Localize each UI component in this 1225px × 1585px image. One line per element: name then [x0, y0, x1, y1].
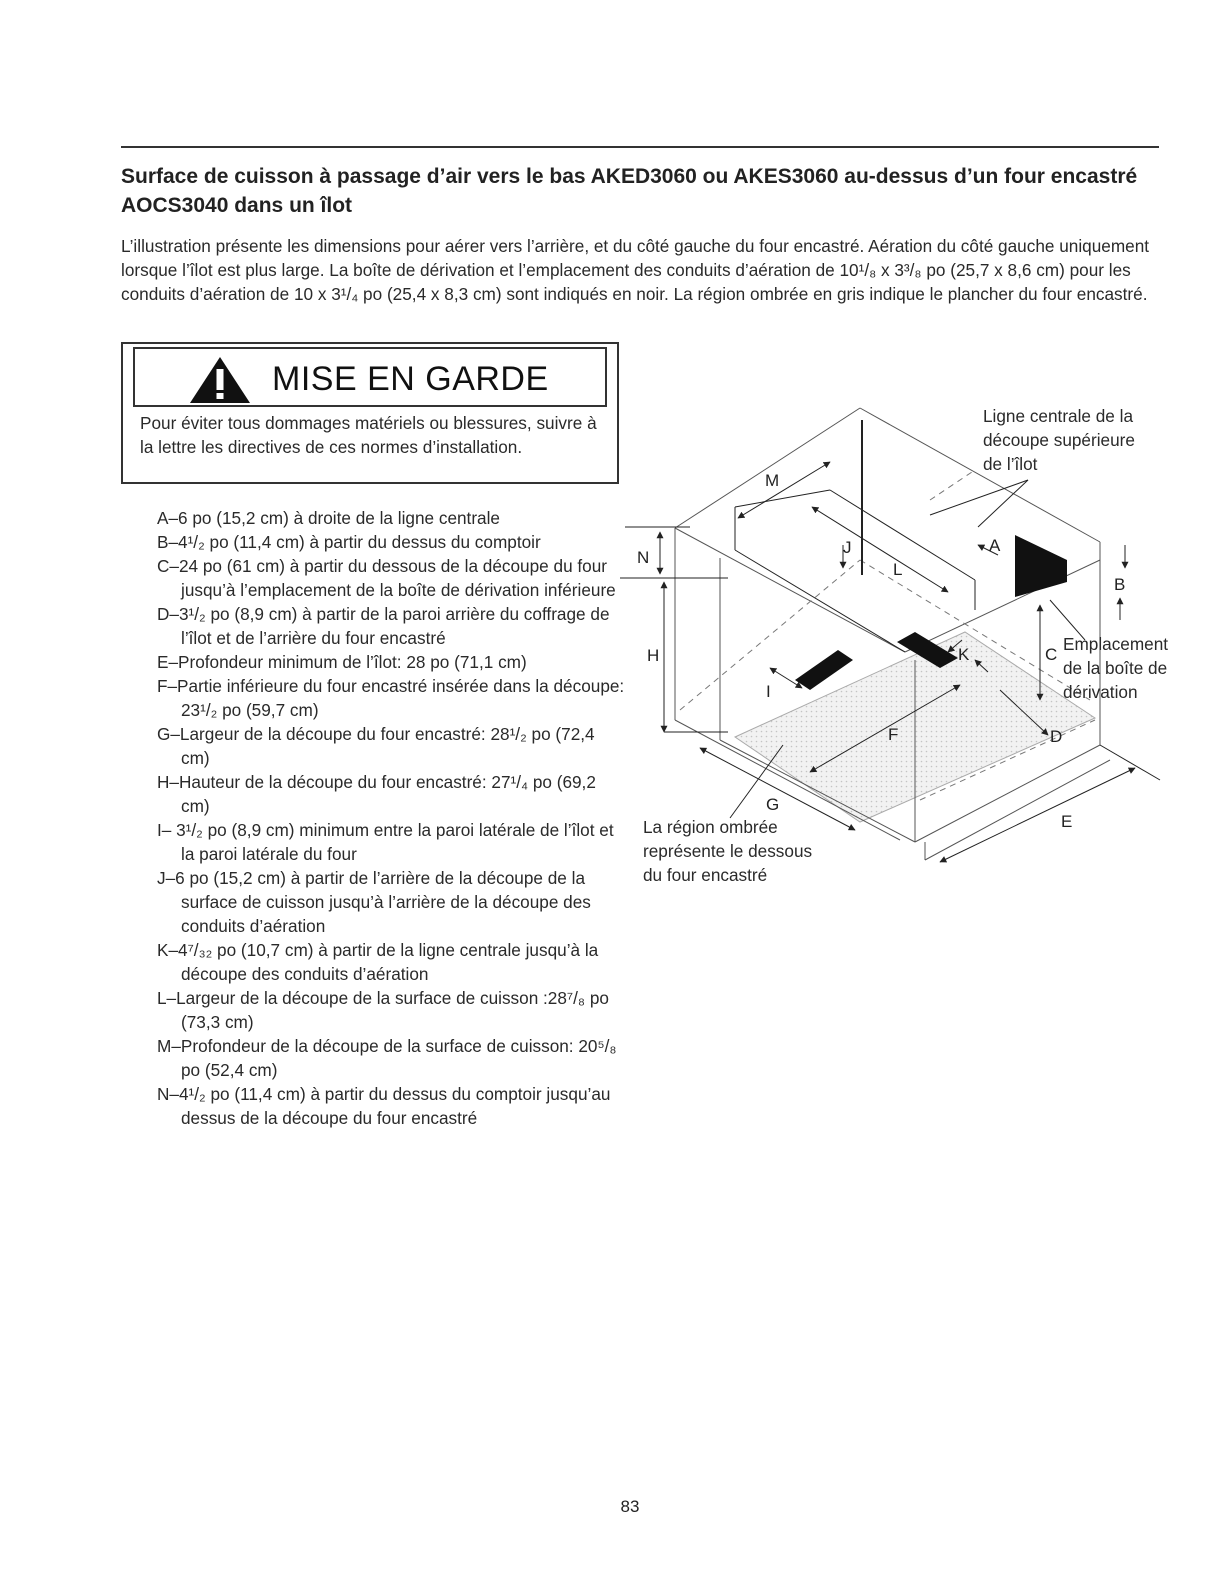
- warning-triangle-icon: [188, 355, 252, 405]
- dimension-item: F–Partie inférieure du four encastré insérée dans la découpe: 23¹/₂ po (59,7 cm): [157, 676, 625, 720]
- label-d: D: [1050, 727, 1063, 746]
- warning-text: Pour éviter tous dommages matériels ou blessures, suivre à la lettre les directives de ces normes d’installation.: [140, 413, 597, 457]
- dimension-item: D–3¹/₂ po (8,9 cm) à partir de la paroi arrière du coffrage de l’îlot et de l’arrière du four encastré: [157, 604, 610, 648]
- dimension-item: L–Largeur de la découpe de la surface de cuisson :28⁷/₈ po (73,3 cm): [157, 988, 609, 1032]
- label-b: B: [1114, 575, 1126, 594]
- label-m: M: [765, 471, 780, 490]
- svg-text:La région ombrée: La région ombrée: [643, 817, 778, 837]
- dimension-list: [157, 506, 627, 1130]
- dimension-item: I– 3¹/₂ po (8,9 cm) minimum entre la paroi latérale de l’îlot et la paroi latérale du four: [157, 820, 614, 864]
- dimension-item: H–Hauteur de la découpe du four encastré: 27¹/₄ po (69,2 cm): [157, 772, 596, 816]
- label-n: N: [637, 548, 650, 567]
- warning-title: MISE EN GARDE: [272, 360, 549, 398]
- warning-box: [121, 342, 619, 484]
- dimension-item: M–Profondeur de la découpe de la surface de cuisson: 20⁵/₈ po (52,4 cm): [157, 1036, 617, 1080]
- label-g: G: [766, 795, 780, 814]
- svg-text:dérivation: dérivation: [1063, 682, 1138, 702]
- label-e: E: [1061, 812, 1073, 831]
- dimension-item: B–4¹/₂ po (11,4 cm) à partir du dessus du comptoir: [157, 532, 541, 552]
- label-k: K: [958, 645, 970, 664]
- page-number: 83: [620, 1497, 640, 1516]
- shaded-caption: [643, 817, 812, 885]
- svg-text:Emplacement: Emplacement: [1063, 634, 1169, 654]
- dimension-item: G–Largeur de la découpe du four encastré: 28¹/₂ po (72,4 cm): [157, 724, 595, 768]
- dimension-item: K–4⁷/₃₂ po (10,7 cm) à partir de la ligne centrale jusqu’à la découpe des conduits d’aération: [157, 940, 599, 984]
- svg-text:de la boîte de: de la boîte de: [1063, 658, 1168, 678]
- dimension-item: E–Profondeur minimum de l’îlot: 28 po (71,1 cm): [157, 652, 527, 672]
- svg-text:représente le dessous: représente le dessous: [643, 841, 813, 861]
- svg-text:de l’îlot: de l’îlot: [983, 454, 1038, 474]
- svg-text:Ligne centrale de la: Ligne centrale de la: [983, 406, 1134, 426]
- svg-text:découpe supérieure: découpe supérieure: [983, 430, 1135, 450]
- cooktop-cutout: [735, 490, 975, 652]
- page-title: Surface de cuisson à passage d’air vers le bas AKED3060 ou AKES3060 au-dessus d’un four encastré AOCS3040 dans un îlot: [121, 165, 1138, 217]
- centerline-caption: [983, 406, 1135, 474]
- dimension-item: A–6 po (15,2 cm) à droite de la ligne centrale: [157, 508, 500, 528]
- intro-paragraph: L’illustration présente les dimensions pour aérer vers l’arrière, et du côté gauche du four encastré. Aération du côté gauche uniquement lorsque l’îlot est plus large. La boîte de dérivation et l’emplacement des conduits d’aération de 10¹/₈ x 3³/₈ po (25,7 x 8,6 cm) pour les conduits d’aération de 10 x 3¹/₄ po (25,4 x 8,3 cm) sont indiqués en noir. La région ombrée en gris indique le plancher du four encastré.: [121, 236, 1150, 304]
- label-f: F: [888, 725, 899, 744]
- svg-text:du four encastré: du four encastré: [643, 865, 768, 885]
- label-j: J: [843, 538, 852, 557]
- junction-box: [1015, 535, 1067, 597]
- island-cutout-diagram: [615, 400, 1195, 900]
- label-h: H: [647, 646, 660, 665]
- label-c: C: [1045, 645, 1058, 664]
- dimension-item: N–4¹/₂ po (11,4 cm) à partir du dessus du comptoir jusqu’au dessus de la découpe du four encastré: [157, 1084, 611, 1128]
- dimension-item: C–24 po (61 cm) à partir du dessous de la découpe du four jusqu’à l’emplacement de la boîte de dérivation inférieure: [157, 556, 616, 600]
- junction-caption: [1063, 634, 1168, 702]
- dimension-item: J–6 po (15,2 cm) à partir de l’arrière de la découpe de la surface de cuisson jusqu’à l’arrière de la découpe des conduits d’aération: [157, 868, 591, 936]
- warning-header: [133, 347, 607, 407]
- label-i: I: [766, 682, 771, 701]
- label-l: L: [893, 560, 903, 579]
- top-rule: [121, 146, 1159, 148]
- label-a: A: [989, 536, 1001, 555]
